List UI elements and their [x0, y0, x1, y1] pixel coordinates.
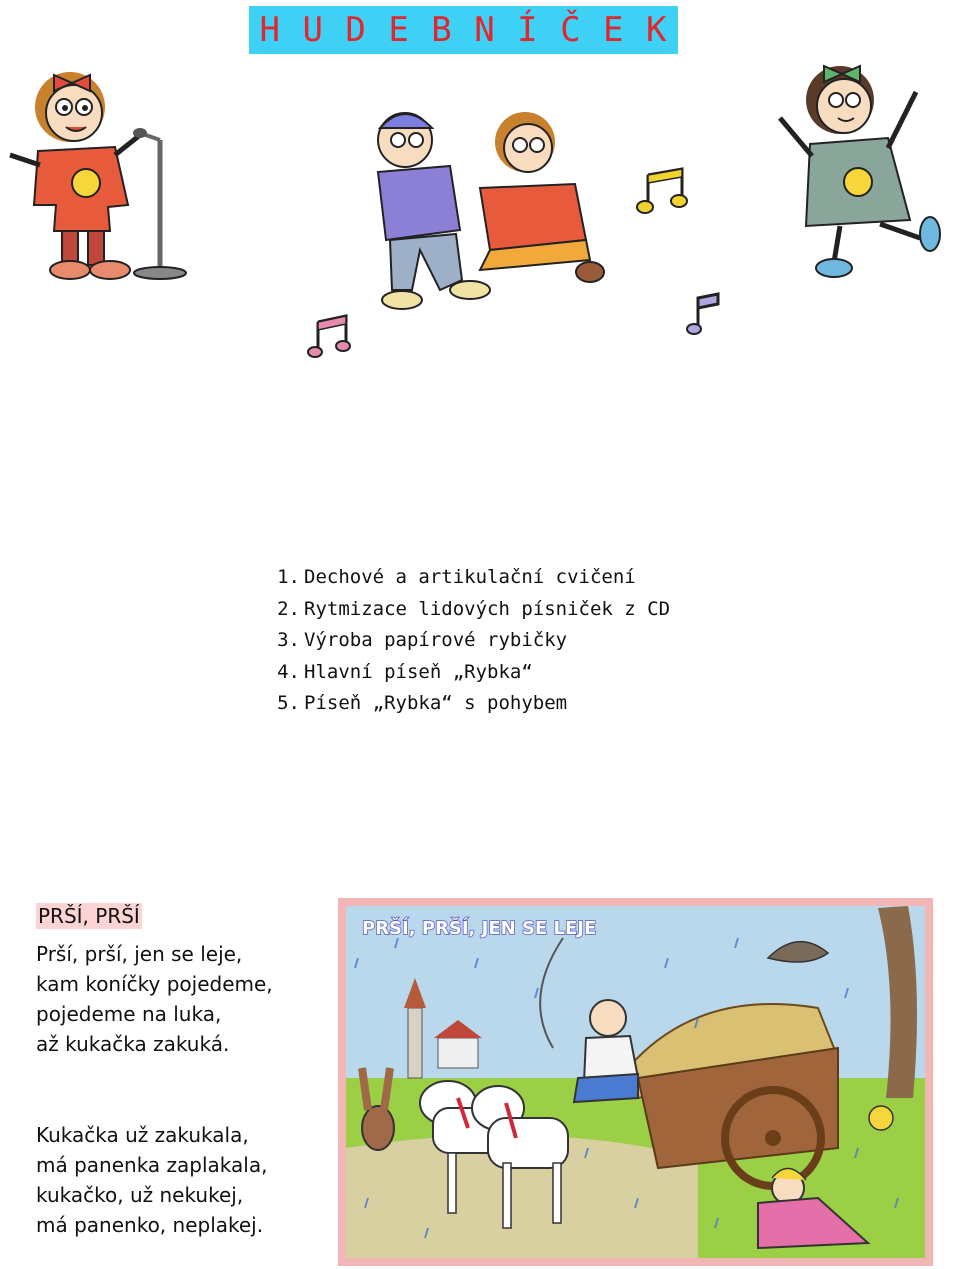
lyric-line: kam koníčky pojedeme, — [36, 972, 273, 996]
singing-girl-illustration — [0, 55, 210, 290]
music-note-icon — [684, 290, 728, 338]
song-title: PRŠÍ, PRŠÍ — [38, 904, 140, 928]
list-item: 2. Rytmizace lidových písniček z CD — [277, 597, 671, 620]
list-item: 1. Dechové a artikulační cvičení — [277, 566, 636, 588]
lyric-line: Kukačka už zakukala, — [36, 1123, 249, 1147]
lyric-line: kukačko, už nekukej, — [36, 1183, 244, 1207]
list-item: 3. Výroba papírové rybičky — [277, 629, 568, 651]
illustration-title: PRŠÍ, PRŠÍ, JEN SE LEJE — [362, 918, 597, 939]
lyric-line: až kukačka zakuká. — [36, 1032, 230, 1056]
song-stanza-2 — [36, 1120, 267, 1240]
activity-list — [270, 562, 670, 720]
music-note-icon — [306, 312, 354, 362]
lyric-line: Prší, prší, jen se leje, — [36, 942, 243, 966]
jumping-girl-illustration — [770, 48, 950, 293]
list-item: 4. Hlavní píseň „Rybka“ — [277, 660, 533, 683]
lyric-line: má panenko, neplakej. — [36, 1213, 264, 1237]
lyric-line: pojedeme na luka, — [36, 1002, 222, 1026]
dancing-kids-illustration — [340, 100, 620, 330]
lyric-line: má panenka zaplakala, — [36, 1153, 268, 1177]
page-title: H U D E B N Í Č E K — [249, 6, 678, 54]
music-note-icon — [636, 165, 692, 217]
list-item: 5. Píseň „Rybka“ s pohybem — [277, 692, 568, 714]
rain-scene-illustration — [338, 898, 933, 1266]
song-stanza-1 — [36, 939, 273, 1059]
